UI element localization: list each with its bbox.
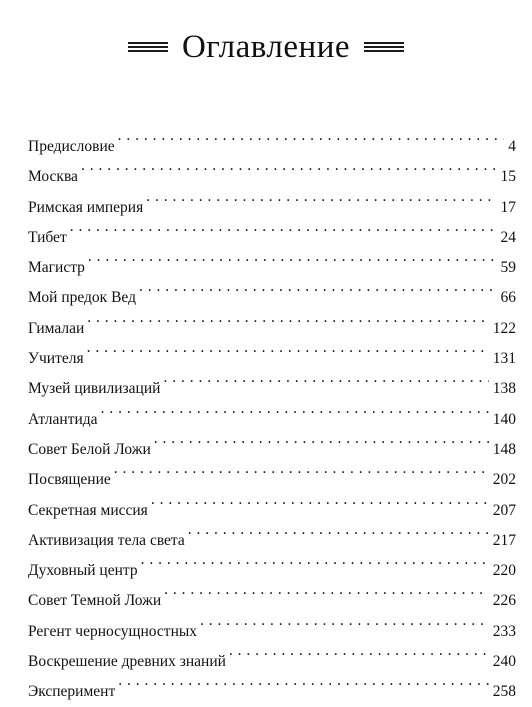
toc-entry-page-number: 17 xyxy=(500,198,516,216)
toc-entry xyxy=(28,182,516,216)
dot-leader xyxy=(114,454,489,484)
toc-entry-page-number: 4 xyxy=(508,138,516,155)
toc-entry xyxy=(28,333,516,368)
toc-entry-page-number: 66 xyxy=(500,289,516,307)
toc-entry-title: Римская империя xyxy=(28,198,144,216)
toc-entry-title: Гималаи xyxy=(28,319,85,337)
toc-entry-page-number: 233 xyxy=(492,622,516,640)
table-of-contents xyxy=(28,121,516,701)
toc-entry-page-number: 258 xyxy=(492,683,516,701)
toc-entry-page-number: 217 xyxy=(492,531,516,549)
right-ornament-icon xyxy=(364,42,404,52)
dot-leader xyxy=(146,182,496,212)
dot-leader xyxy=(164,575,489,605)
toc-entry-page-number: 15 xyxy=(500,168,516,186)
toc-entry-title: Посвящение xyxy=(28,471,111,489)
toc-entry-title: Секретная миссия xyxy=(28,501,148,519)
toc-entry-page-number: 220 xyxy=(492,562,516,580)
toc-entry xyxy=(28,394,516,428)
toc-entry-title: Воскрешение древних знаний xyxy=(28,653,226,671)
toc-entry-page-number: 24 xyxy=(500,228,516,246)
dot-leader xyxy=(188,515,489,545)
left-ornament-icon xyxy=(128,42,168,52)
toc-entry xyxy=(28,121,516,155)
toc-entry-title: Тибет xyxy=(28,228,67,246)
dot-leader xyxy=(229,636,489,666)
dot-leader xyxy=(154,424,489,454)
toc-entry-title: Предисловие xyxy=(28,138,115,155)
toc-entry-page-number: 148 xyxy=(492,440,516,458)
toc-entry-title: Духовный центр xyxy=(28,562,138,580)
toc-entry xyxy=(28,303,516,337)
toc-entry-page-number: 122 xyxy=(492,319,516,337)
page-title: Оглавление xyxy=(181,28,351,65)
toc-entry-title: Мой предок Вед xyxy=(28,289,136,307)
dot-leader xyxy=(70,212,497,242)
toc-entry-page-number: 138 xyxy=(492,380,516,398)
toc-entry-title: Активизация тела света xyxy=(28,531,185,549)
dot-leader xyxy=(87,333,489,363)
toc-entry-title: Магистр xyxy=(28,259,85,277)
toc-entry-page-number: 59 xyxy=(500,259,516,277)
dot-leader xyxy=(151,485,489,515)
toc-entry xyxy=(28,242,516,277)
toc-entry-page-number: 131 xyxy=(492,350,516,368)
toc-entry xyxy=(28,151,516,186)
toc-entry xyxy=(28,363,516,398)
toc-entry-page-number: 202 xyxy=(492,471,516,489)
toc-entry xyxy=(28,212,516,246)
page-header xyxy=(0,22,532,72)
toc-entry-title: Эксперимент xyxy=(28,683,116,701)
toc-entry-title: Москва xyxy=(28,168,78,186)
dot-leader xyxy=(88,242,497,272)
dot-leader xyxy=(87,303,488,333)
toc-entry-page-number: 240 xyxy=(492,653,516,671)
toc-entry-page-number: 140 xyxy=(492,410,516,428)
toc-entry-page-number: 226 xyxy=(492,592,516,610)
toc-entry-title: Атлантида xyxy=(28,410,98,428)
toc-entry-title: Совет Белой Ложи xyxy=(28,440,151,458)
dot-leader xyxy=(200,606,489,636)
toc-entry-page-number: 207 xyxy=(492,501,516,519)
toc-entry xyxy=(28,272,516,307)
dot-leader xyxy=(118,121,505,151)
toc-entry-title: Учителя xyxy=(28,350,84,368)
toc-entry-title: Совет Темной Ложи xyxy=(28,592,162,610)
toc-entry-title: Регент черносущностных xyxy=(28,622,198,640)
toc-entry-title: Музей цивилизаций xyxy=(28,380,161,398)
toc-entry xyxy=(28,424,516,458)
dot-leader xyxy=(139,272,497,302)
dot-leader xyxy=(163,363,488,393)
dot-leader xyxy=(101,394,489,424)
dot-leader xyxy=(81,151,497,181)
dot-leader xyxy=(118,666,489,696)
dot-leader xyxy=(141,545,489,575)
